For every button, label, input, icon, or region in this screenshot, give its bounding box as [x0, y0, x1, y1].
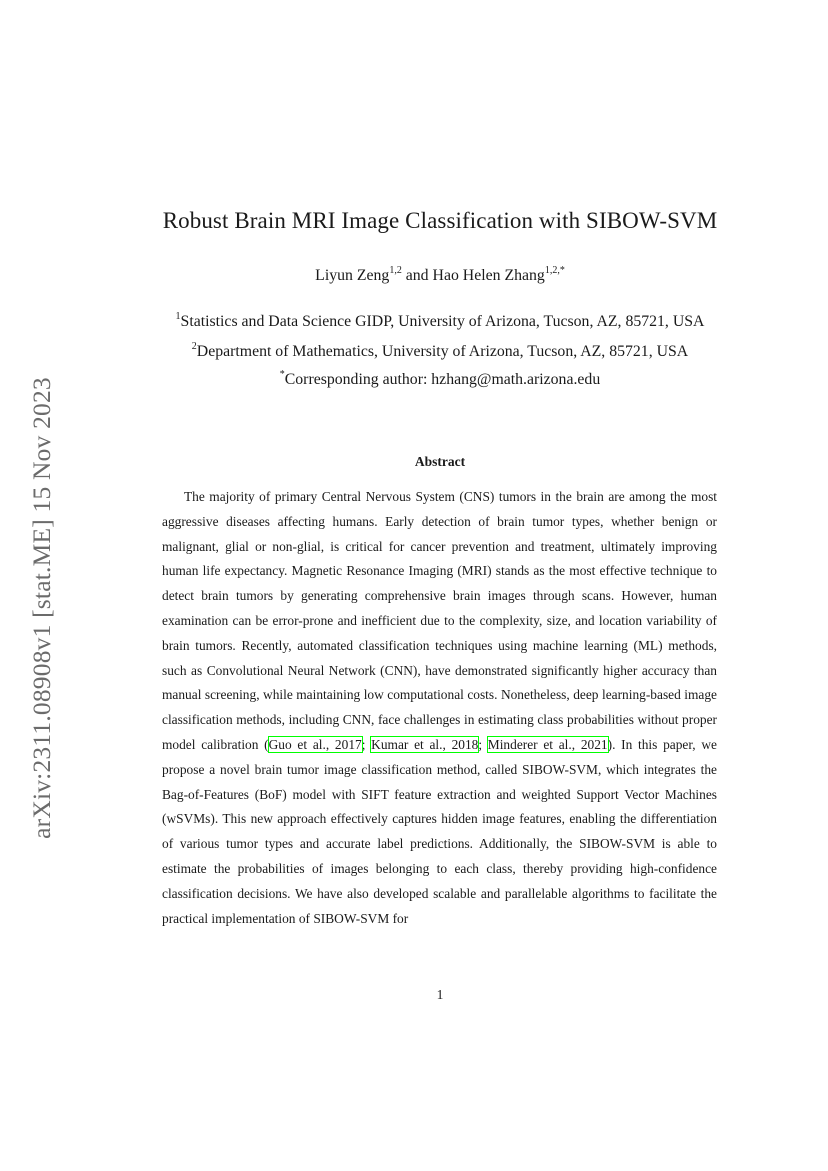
page-number: 1 [436, 987, 444, 1002]
citation-author: Minderer et al., [487, 736, 576, 752]
author-name: Liyun Zeng [315, 267, 390, 284]
abstract-text: ). In this paper, we propose a novel brain tumor image classification method, called SIBOW-SVM, which integrates the Bag-of-Features (BoF) model with SIFT feature extraction and weighted Support Vector Machines (wSVMs). This new approach effectively captures hidden image features, enabling the differentiation of various tumor types and accurate label predictions. Additionally, the SIBOW-SVM is able to estimate the probabilities of images belonging to each class, thereby providing high-confidence classification decisions. We have also developed scalable and parallelable algorithms to facilitate the practical implementation of SIBOW-SVM for [162, 736, 717, 926]
abstract-paragraph [162, 485, 717, 931]
citation-link-minderer[interactable] [488, 737, 608, 752]
affiliation-line [0, 313, 828, 331]
citation-separator: ; [361, 736, 372, 752]
citation-link-kumar[interactable] [371, 737, 478, 752]
citation-year: 2018 [451, 736, 479, 752]
affiliation-marker: * [279, 369, 285, 380]
abstract-heading: Abstract [414, 454, 466, 469]
author-line [0, 267, 828, 285]
author-name: Hao Helen Zhang [432, 267, 545, 284]
author-connector: and [401, 267, 433, 284]
affiliation-line [0, 343, 828, 361]
affiliation-text: Statistics and Data Science GIDP, University of Arizona, Tucson, AZ, 85721, USA [180, 313, 705, 330]
abstract-text: The majority of primary Central Nervous System (CNS) tumors in the brain are among the most aggressive diseases affecting humans. Early detection of brain tumor types, whether benign or malignant, glial or non-glial, is critical for cancer prevention and treatment, ultimately improving human life expectancy. Magnetic Resonance Imaging (MRI) stands as the most effective technique to detect brain tumors by generating comprehensive brain images through scans. However, human examination can be error-prone and inefficient due to the complexity, size, and location variability of brain tumors. Recently, automated classification techniques using machine learning (ML) methods, such as Convolutional Neural Network (CNN), have demonstrated significantly higher accuracy than manual screening, while maintaining low computational costs. Nonetheless, deep learning-based image classification methods, including CNN, face challenges in estimating class probabilities without proper model calibration ( [162, 489, 717, 752]
citation-year: 2021 [580, 736, 608, 752]
citation-link-guo[interactable] [269, 737, 362, 752]
citation-year: 2017 [334, 736, 362, 752]
affiliation-marker: 2 [191, 341, 197, 352]
corresponding-author-text: Corresponding author: hzhang@math.arizona.edu [284, 371, 601, 388]
affiliation-marker: 1 [175, 311, 181, 322]
author-affiliation-marker: 1,2 [389, 265, 402, 276]
citation-author: Guo et al., [268, 736, 330, 752]
affiliation-text: Department of Mathematics, University of Arizona, Tucson, AZ, 85721, USA [196, 343, 689, 360]
author-affiliation-marker: 1,2,* [544, 265, 565, 276]
corresponding-author-line [0, 371, 828, 389]
citation-author: Kumar et al., [371, 736, 446, 752]
paper-title: Robust Brain MRI Image Classification with SIBOW-SVM [162, 208, 718, 233]
citation-separator: ; [478, 736, 488, 752]
arxiv-identifier-stamp [22, 350, 62, 865]
arxiv-identifier-text: arXiv:2311.08908v1 [stat.ME] 15 Nov 2023 [27, 376, 57, 839]
